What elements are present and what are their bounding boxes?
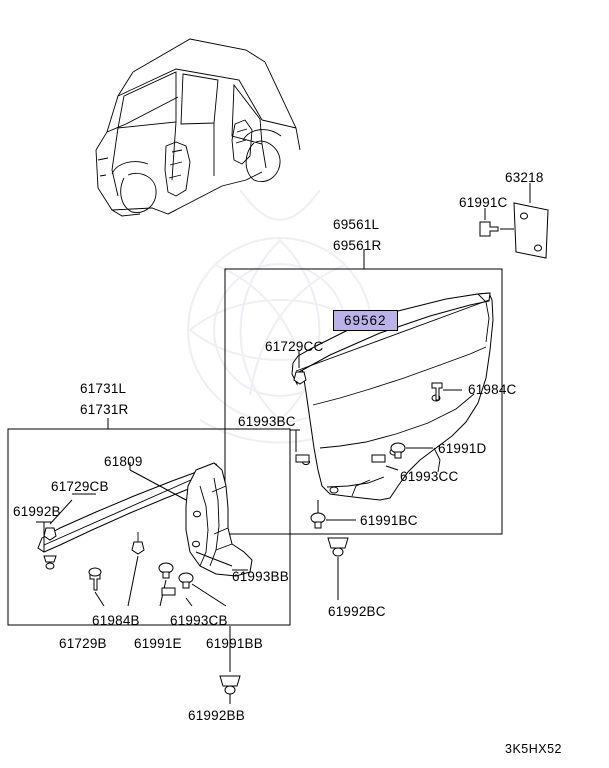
label-61992bc: 61992BC [328, 604, 386, 619]
label-61992bb: 61992BB [188, 708, 245, 723]
label-61984b: 61984B [92, 613, 140, 628]
label-61993bc: 61993BC [238, 414, 296, 429]
label-69561l: 69561L [333, 217, 380, 232]
label-61729cc: 61729CC [265, 339, 324, 354]
label-61809: 61809 [104, 454, 143, 469]
label-61993bb: 61993BB [232, 569, 289, 584]
label-61731r: 61731R [80, 402, 129, 417]
label-61731l: 61731L [80, 381, 127, 396]
label-61984c: 61984C [468, 382, 517, 397]
label-69562-highlighted[interactable]: 69562 [333, 310, 398, 331]
diagram-code: 3K5HX52 [505, 742, 563, 756]
label-61991bc: 61991BC [360, 513, 418, 528]
label-61991e: 61991E [134, 636, 182, 651]
vehicle-illustration [96, 39, 300, 216]
label-61991bb: 61991BB [206, 636, 263, 651]
label-61993cb: 61993CB [170, 613, 228, 628]
label-61729cb: 61729CB [51, 479, 109, 494]
label-61729b: 61729B [59, 636, 107, 651]
label-61993cc: 61993CC [400, 469, 459, 484]
label-61991c: 61991C [459, 195, 508, 210]
label-63218: 63218 [505, 170, 544, 185]
label-61991d: 61991D [438, 441, 487, 456]
left-assembly-box [8, 429, 290, 625]
label-69561r: 69561R [333, 238, 382, 253]
label-61992b: 61992B [13, 504, 61, 519]
